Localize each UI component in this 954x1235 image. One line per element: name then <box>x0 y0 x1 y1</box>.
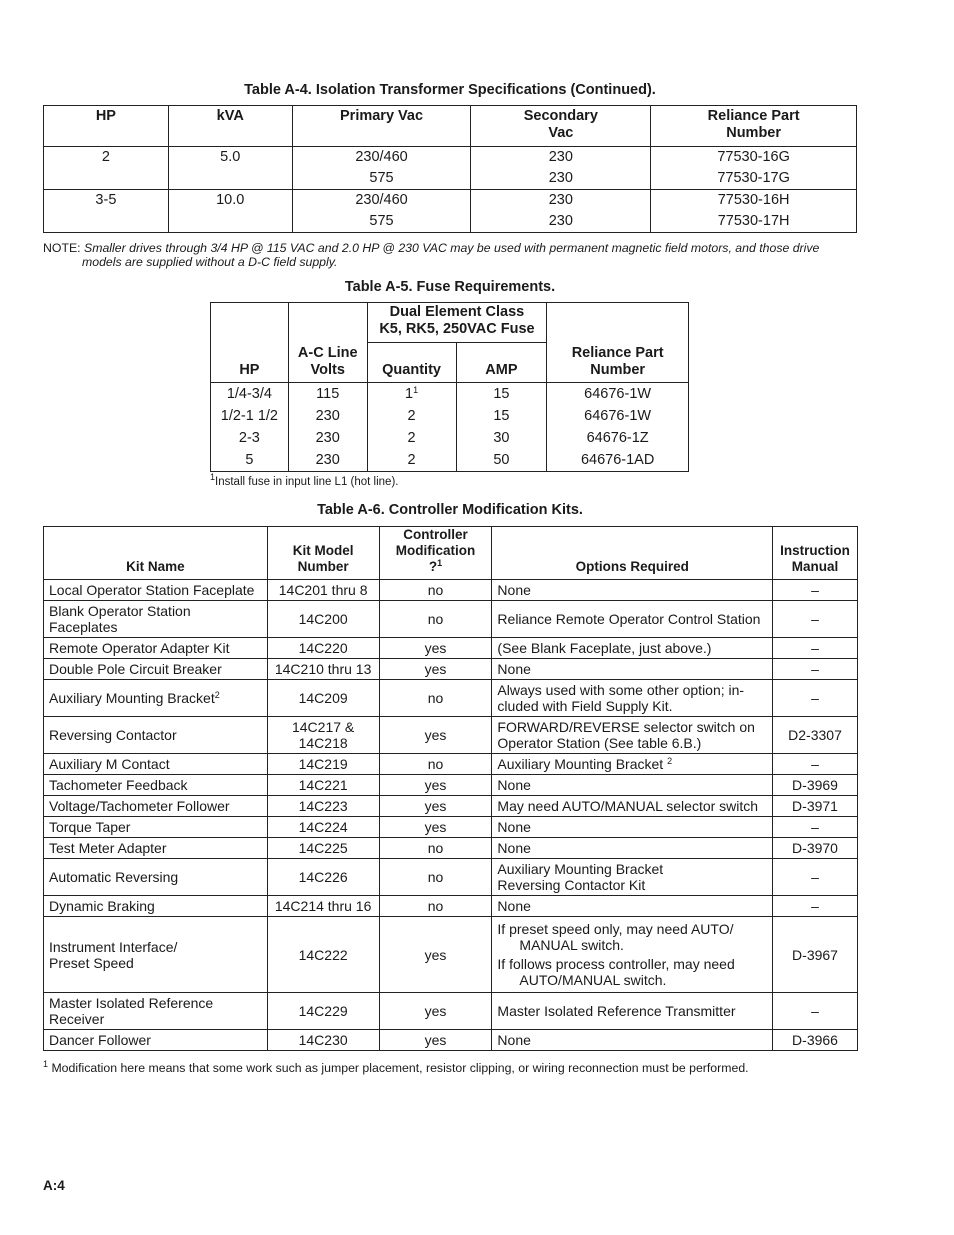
cell-quantity <box>367 383 456 406</box>
kit-name-text: Automatic Reversing <box>49 869 179 885</box>
kit-name-text: Voltage/Tachometer Follower <box>49 798 230 814</box>
header-secondary-vac: Secondary Vac <box>471 106 651 147</box>
kit-name-text: Master Isolated Reference Receiver <box>49 995 214 1027</box>
cell-modification: yes <box>379 638 492 659</box>
cell-kit-model: 14C222 <box>267 917 379 993</box>
table-row <box>44 838 858 859</box>
cell-instruction-manual: – <box>773 859 858 896</box>
table-row <box>44 168 857 190</box>
table-a4 <box>43 105 857 233</box>
cell-kit-name <box>44 796 268 817</box>
cell-options <box>492 896 773 917</box>
cell-kit-name <box>44 896 268 917</box>
header-amp: AMP <box>456 343 547 383</box>
table-row <box>44 896 858 917</box>
cell-options <box>492 638 773 659</box>
table-cell: 230 <box>471 147 651 169</box>
cell-kit-model: 14C224 <box>267 817 379 838</box>
cell-kit-model: 14C230 <box>267 1030 379 1051</box>
table-cell <box>44 168 169 190</box>
cell-modification: no <box>379 859 492 896</box>
cell-instruction-manual: D-3971 <box>773 796 858 817</box>
options-text: Auxiliary Mounting Bracket Reversing Contactor Kit <box>497 861 664 893</box>
cell-kit-name <box>44 659 268 680</box>
cell-modification: yes <box>379 1030 492 1051</box>
kit-name-text: Test Meter Adapter <box>49 840 167 856</box>
table-row <box>44 917 858 993</box>
cell-hp: 1/4-3/4 <box>211 383 289 406</box>
cell-part-number: 64676-1W <box>547 405 689 427</box>
cell-modification: yes <box>379 796 492 817</box>
table-row <box>211 427 689 449</box>
header-hp: HP <box>211 303 289 383</box>
cell-options <box>492 917 773 993</box>
options-text: Always used with some other option; in- cluded with Field Supply Kit. <box>497 682 745 714</box>
cell-part-number: 64676-1AD <box>547 449 689 472</box>
table-a6-footnote <box>43 1061 749 1075</box>
cell-kit-model: 14C219 <box>267 754 379 775</box>
table-row <box>211 405 689 427</box>
table-cell <box>168 211 292 233</box>
note-text-line1: Smaller drives through 3/4 HP @ 115 VAC and 2.0 HP @ 230 VAC may be used with permanent magnetic field motors, and those drive <box>84 241 820 255</box>
cell-amp: 50 <box>456 449 547 472</box>
cell-modification: yes <box>379 817 492 838</box>
options-text: May need AUTO/MANUAL selector switch <box>497 798 759 814</box>
cell-hp: 5 <box>211 449 289 472</box>
cell-kit-name <box>44 717 268 754</box>
options-text: None <box>497 777 531 793</box>
table-row <box>44 796 858 817</box>
options-text: (See Blank Faceplate, just above.) <box>497 640 712 656</box>
cell-quantity <box>367 405 456 427</box>
cell-instruction-manual: – <box>773 754 858 775</box>
cell-options <box>492 796 773 817</box>
table-row <box>44 775 858 796</box>
options-item: If follows process controller, may need AUTO/MANUAL switch. <box>497 956 735 988</box>
kit-name-text: Auxiliary M Contact <box>49 756 170 772</box>
table-a6-caption: Table A-6. Controller Modification Kits. <box>317 502 583 518</box>
table-cell: 77530-16H <box>651 190 857 212</box>
cell-instruction-manual: D-3967 <box>773 917 858 993</box>
kit-name-text: Dynamic Braking <box>49 898 155 914</box>
header-options: Options Required <box>492 527 773 580</box>
table-cell <box>168 168 292 190</box>
table-cell: 10.0 <box>168 190 292 212</box>
cell-kit-name <box>44 754 268 775</box>
cell-part-number: 64676-1W <box>547 383 689 406</box>
cell-hp: 2-3 <box>211 427 289 449</box>
header-kit-name: Kit Name <box>44 527 268 580</box>
cell-quantity <box>367 427 456 449</box>
cell-kit-model: 14C210 thru 13 <box>267 659 379 680</box>
footnote-mark: 1 <box>43 1059 49 1069</box>
cell-kit-model: 14C201 thru 8 <box>267 580 379 601</box>
quantity-footnote-mark: 1 <box>413 385 419 395</box>
options-text: None <box>497 582 531 598</box>
table-cell: 575 <box>292 168 471 190</box>
cell-instruction-manual: – <box>773 580 858 601</box>
cell-options <box>492 838 773 859</box>
cell-kit-model: 14C221 <box>267 775 379 796</box>
cell-options <box>492 754 773 775</box>
header-kit-model: Kit Model Number <box>267 527 379 580</box>
kit-name-text: Tachometer Feedback <box>49 777 188 793</box>
cell-kit-model: 14C226 <box>267 859 379 896</box>
footnote-text: Install fuse in input line L1 (hot line). <box>215 476 399 488</box>
cell-kit-name <box>44 993 268 1030</box>
cell-volts: 230 <box>288 449 367 472</box>
cell-amp: 30 <box>456 427 547 449</box>
header-controller-mod <box>379 527 492 580</box>
page-number: A:4 <box>43 1178 65 1193</box>
table-row <box>44 1030 858 1051</box>
cell-kit-name <box>44 917 268 993</box>
cell-modification: no <box>379 601 492 638</box>
table-cell: 5.0 <box>168 147 292 169</box>
cell-modification: yes <box>379 917 492 993</box>
table-cell: 230 <box>471 211 651 233</box>
cell-options <box>492 659 773 680</box>
cell-kit-name <box>44 1030 268 1051</box>
header-part-number: Reliance Part Number <box>547 303 689 383</box>
table-cell: 230/460 <box>292 147 471 169</box>
table-row <box>44 601 858 638</box>
cell-instruction-manual: – <box>773 601 858 638</box>
cell-part-number: 64676-1Z <box>547 427 689 449</box>
cell-options <box>492 993 773 1030</box>
note-label: NOTE: <box>43 241 81 255</box>
table-row <box>44 190 857 212</box>
cell-quantity <box>367 449 456 472</box>
cell-instruction-manual: – <box>773 659 858 680</box>
table-a6-header-row <box>44 527 858 580</box>
cell-kit-model: 14C209 <box>267 680 379 717</box>
kit-name-text: Local Operator Station Faceplate <box>49 582 255 598</box>
cell-kit-model: 14C229 <box>267 993 379 1030</box>
cell-kit-name <box>44 580 268 601</box>
cell-instruction-manual: D-3966 <box>773 1030 858 1051</box>
table-row <box>44 211 857 233</box>
note <box>43 241 863 269</box>
options-text: Auxiliary Mounting Bracket <box>497 756 668 772</box>
quantity-value: 2 <box>407 430 416 446</box>
cell-volts: 115 <box>288 383 367 406</box>
cell-kit-model: 14C214 thru 16 <box>267 896 379 917</box>
cell-options <box>492 680 773 717</box>
kit-name-text: Torque Taper <box>49 819 131 835</box>
cell-modification: no <box>379 838 492 859</box>
options-text: FORWARD/REVERSE selector switch on Operator Station (See table 6.B.) <box>497 719 755 751</box>
quantity-value: 1 <box>405 386 414 402</box>
table-cell: 2 <box>44 147 169 169</box>
table-row <box>211 449 689 472</box>
table-cell <box>44 211 169 233</box>
kit-name-text: Auxiliary Mounting Bracket <box>49 690 215 706</box>
table-a4-caption: Table A-4. Isolation Transformer Specifications (Continued). <box>244 82 656 98</box>
cell-kit-name <box>44 601 268 638</box>
cell-options <box>492 580 773 601</box>
options-text: None <box>497 1032 531 1048</box>
options-text: Reliance Remote Operator Control Station <box>497 611 761 627</box>
cell-instruction-manual: – <box>773 896 858 917</box>
options-text: Master Isolated Reference Transmitter <box>497 1003 736 1019</box>
cell-modification: yes <box>379 993 492 1030</box>
table-cell: 230 <box>471 190 651 212</box>
table-a5-caption: Table A-5. Fuse Requirements. <box>344 279 556 295</box>
cell-modification: no <box>379 896 492 917</box>
cell-modification: yes <box>379 717 492 754</box>
table-row <box>44 680 858 717</box>
table-row <box>44 147 857 169</box>
header-fuse-group: Dual Element Class K5, RK5, 250VAC Fuse <box>367 303 547 343</box>
table-row <box>44 638 858 659</box>
table-a5 <box>210 302 689 472</box>
cell-hp: 1/2-1 1/2 <box>211 405 289 427</box>
header-hp: HP <box>44 106 169 147</box>
options-text: None <box>497 898 531 914</box>
table-cell: 230 <box>471 168 651 190</box>
options-text: None <box>497 840 531 856</box>
table-row <box>44 993 858 1030</box>
cell-amp: 15 <box>456 383 547 406</box>
kit-name-text: Dancer Follower <box>49 1032 151 1048</box>
note-text-line2: models are supplied without a D-C field supply. <box>82 255 338 269</box>
cell-kit-name <box>44 859 268 896</box>
table-a4-header-row <box>44 106 857 147</box>
cell-instruction-manual: – <box>773 680 858 717</box>
footnote-mark: 1 <box>210 472 216 482</box>
cell-volts: 230 <box>288 427 367 449</box>
cell-kit-model: 14C200 <box>267 601 379 638</box>
cell-modification: yes <box>379 659 492 680</box>
quantity-value: 2 <box>407 452 416 468</box>
header-part-number: Reliance Part Number <box>651 106 857 147</box>
cell-kit-name <box>44 775 268 796</box>
cell-kit-name <box>44 838 268 859</box>
cell-options <box>492 601 773 638</box>
options-text: None <box>497 661 531 677</box>
cell-instruction-manual: – <box>773 993 858 1030</box>
cell-options <box>492 717 773 754</box>
header-controller-mod-sup: 1 <box>437 558 443 568</box>
kit-name-text: Remote Operator Adapter Kit <box>49 640 230 656</box>
cell-modification: no <box>379 680 492 717</box>
cell-amp: 15 <box>456 405 547 427</box>
cell-options <box>492 775 773 796</box>
cell-options <box>492 1030 773 1051</box>
table-cell: 77530-17G <box>651 168 857 190</box>
header-instruction-manual: Instruction Manual <box>773 527 858 580</box>
table-row <box>211 383 689 406</box>
table-cell: 230/460 <box>292 190 471 212</box>
options-footnote-mark: 2 <box>667 756 673 766</box>
header-quantity: Quantity <box>367 343 456 383</box>
quantity-value: 2 <box>407 408 416 424</box>
table-cell: 77530-16G <box>651 147 857 169</box>
table-row <box>44 717 858 754</box>
cell-kit-name <box>44 638 268 659</box>
table-a5-footnote <box>210 472 399 488</box>
table-row <box>44 580 858 601</box>
table-cell: 3-5 <box>44 190 169 212</box>
cell-kit-name <box>44 680 268 717</box>
header-kva: kVA <box>168 106 292 147</box>
cell-kit-model: 14C217 & 14C218 <box>267 717 379 754</box>
cell-instruction-manual: D-3969 <box>773 775 858 796</box>
table-row <box>44 659 858 680</box>
table-row <box>44 859 858 896</box>
cell-options <box>492 859 773 896</box>
header-primary-vac: Primary Vac <box>292 106 471 147</box>
cell-kit-name <box>44 817 268 838</box>
header-controller-mod-text: Controller Modification ? <box>395 527 476 574</box>
cell-instruction-manual: D-3970 <box>773 838 858 859</box>
cell-volts: 230 <box>288 405 367 427</box>
header-ac-line-volts: A-C Line Volts <box>288 303 367 383</box>
kit-name-text: Reversing Contactor <box>49 727 177 743</box>
table-a6 <box>43 526 858 1051</box>
footnote-text: Modification here means that some work such as jumper placement, resistor clipping, or wiring reconnection must be performed. <box>51 1061 749 1075</box>
table-row <box>44 754 858 775</box>
cell-instruction-manual: D2-3307 <box>773 717 858 754</box>
cell-instruction-manual: – <box>773 817 858 838</box>
kit-name-text: Double Pole Circuit Breaker <box>49 661 222 677</box>
options-item: If preset speed only, may need AUTO/ MANUAL switch. <box>497 921 734 953</box>
table-cell: 575 <box>292 211 471 233</box>
cell-modification: no <box>379 580 492 601</box>
cell-kit-model: 14C220 <box>267 638 379 659</box>
options-text: None <box>497 819 531 835</box>
cell-modification: no <box>379 754 492 775</box>
kit-name-footnote-mark: 2 <box>214 690 220 700</box>
kit-name-text: Blank Operator Station Faceplates <box>49 603 191 635</box>
kit-name-text: Instrument Interface/ Preset Speed <box>49 938 178 971</box>
table-row <box>44 817 858 838</box>
cell-kit-model: 14C225 <box>267 838 379 859</box>
cell-instruction-manual: – <box>773 638 858 659</box>
cell-modification: yes <box>379 775 492 796</box>
cell-kit-model: 14C223 <box>267 796 379 817</box>
table-cell: 77530-17H <box>651 211 857 233</box>
cell-options <box>492 817 773 838</box>
